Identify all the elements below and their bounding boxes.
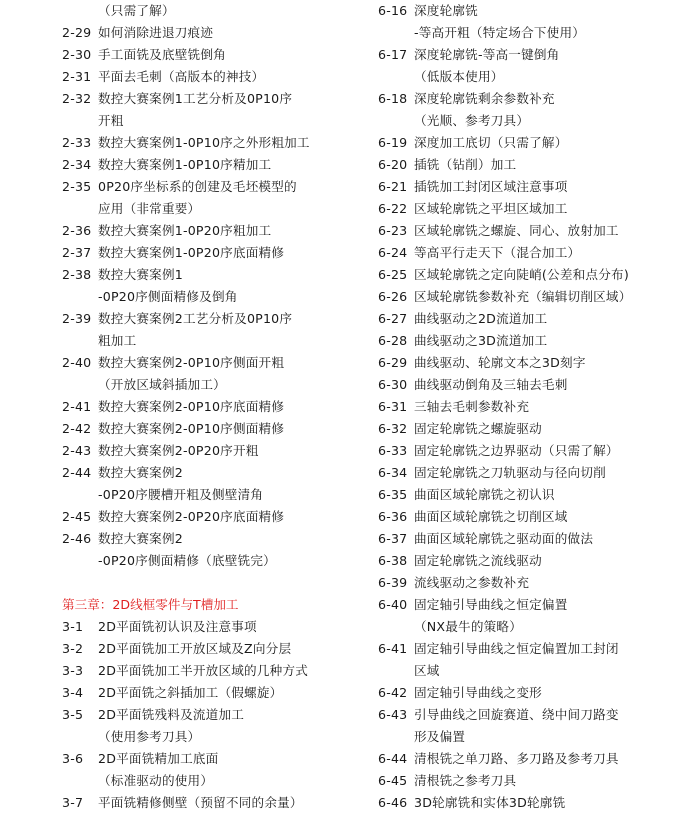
- entry-number: 2-45: [62, 509, 92, 524]
- entry-title-line: 固定轮廓铣之刀轨驱动与径向切削: [414, 465, 606, 480]
- right-column: [378, 0, 694, 814]
- toc-entry: [378, 550, 694, 572]
- entry-title-line: 引导曲线之回旋赛道、绕中间刀路变: [414, 707, 619, 722]
- entry-title: [414, 396, 694, 418]
- entry-title: [98, 792, 362, 814]
- entry-number: 6-30: [378, 377, 408, 392]
- entry-title-line: 数控大赛案例2-0P20序底面精修: [98, 509, 285, 524]
- entry-title-line: 开粗: [98, 113, 124, 128]
- toc-entry: [378, 440, 694, 462]
- entry-title-line: 固定轴引导曲线之恒定偏置加工封闭: [414, 641, 619, 656]
- entry-title-line: 曲线驱动之3D流道加工: [414, 333, 548, 348]
- entry-number: 6-28: [378, 333, 408, 348]
- entry-title-line: 数控大赛案例1: [98, 267, 183, 282]
- toc-entry: [378, 770, 694, 792]
- entry-title: [414, 242, 694, 264]
- entry-title: [98, 264, 362, 308]
- entry-title: [98, 638, 362, 660]
- entry-title-line: （低版本使用）: [414, 69, 504, 84]
- entry-number: 6-16: [378, 3, 408, 18]
- entry-number: 3-7: [62, 795, 84, 810]
- toc-entry: [62, 176, 362, 220]
- toc-entry: [378, 308, 694, 330]
- toc-entry: [62, 132, 362, 154]
- entry-title: [414, 506, 694, 528]
- entry-title-line: 粗加工: [98, 333, 137, 348]
- entry-number: 6-33: [378, 443, 408, 458]
- toc-entry: [378, 88, 694, 132]
- entry-title-line: （开放区域斜插加工）: [98, 377, 226, 392]
- entry-title-line: 3D轮廓铣和实体3D轮廓铣: [414, 795, 566, 810]
- entry-number: 2-30: [62, 47, 92, 62]
- toc-entry: [62, 506, 362, 528]
- entry-number: 6-40: [378, 597, 408, 612]
- entry-title-line: （使用参考刀具）: [98, 729, 201, 744]
- entry-title-line: 插铣（钻削）加工: [414, 157, 517, 172]
- entry-title-line: 2D平面铣残料及流道加工: [98, 707, 245, 722]
- toc-entry: [378, 330, 694, 352]
- entry-title-line: （光顺、参考刀具）: [414, 113, 530, 128]
- entry-number: 2-34: [62, 157, 92, 172]
- toc-entry: [62, 22, 362, 44]
- entry-number: 6-17: [378, 47, 408, 62]
- entry-title-line: 曲线驱动倒角及三轴去毛刺: [414, 377, 568, 392]
- entry-number: 6-31: [378, 399, 408, 414]
- toc-entry: [378, 374, 694, 396]
- entry-number: 6-27: [378, 311, 408, 326]
- toc-entry: [378, 462, 694, 484]
- entry-title-line: 三轴去毛刺参数补充: [414, 399, 530, 414]
- entry-title: [414, 528, 694, 550]
- entry-title-line: 区域轮廓铣参数补充（编辑切削区域）: [414, 289, 632, 304]
- entry-title: [98, 154, 362, 176]
- entry-title: [414, 594, 694, 638]
- toc-entry: [378, 154, 694, 176]
- entry-title: [414, 550, 694, 572]
- entry-title: [414, 462, 694, 484]
- entry-title-line: 2D平面铣精加工底面: [98, 751, 219, 766]
- entry-number: 6-35: [378, 487, 408, 502]
- entry-title-line: 区域轮廓铣之定向陡峭(公差和点分布): [414, 267, 629, 282]
- entry-title-line: 曲面区域轮廓铣之驱动面的做法: [414, 531, 594, 546]
- toc-entry: [62, 440, 362, 462]
- entry-title: [98, 704, 362, 748]
- toc-entry: [378, 704, 694, 748]
- toc-entry: [378, 572, 694, 594]
- toc-entry: [62, 660, 362, 682]
- entry-title: [414, 682, 694, 704]
- entry-title: [98, 66, 362, 88]
- entry-title: [98, 528, 362, 572]
- entry-title-line: 区域轮廓铣之平坦区域加工: [414, 201, 568, 216]
- entry-number: 2-38: [62, 267, 92, 282]
- entry-title-line: 清根铣之参考刀具: [414, 773, 517, 788]
- toc-entry: [62, 462, 362, 506]
- toc-entry: [62, 352, 362, 396]
- entry-title: [414, 440, 694, 462]
- entry-title-line: （NX最牛的策略）: [414, 619, 523, 634]
- entry-title: [414, 176, 694, 198]
- entry-number: 2-36: [62, 223, 92, 238]
- entry-number: 6-23: [378, 223, 408, 238]
- toc-entry: [62, 154, 362, 176]
- entry-title-line: 曲线驱动、轮廓文本之3D刻字: [414, 355, 586, 370]
- entry-title-line: 区域轮廓铣之螺旋、同心、放射加工: [414, 223, 619, 238]
- toc-entry: [378, 594, 694, 638]
- entry-title-line: 固定轴引导曲线之变形: [414, 685, 542, 700]
- entry-title: [414, 484, 694, 506]
- entry-title-line: 数控大赛案例1-0P10序精加工: [98, 157, 272, 172]
- entry-title: [414, 352, 694, 374]
- entry-number: 6-43: [378, 707, 408, 722]
- entry-number: 2-32: [62, 91, 92, 106]
- entry-title: [414, 308, 694, 330]
- entry-title: [98, 616, 362, 638]
- entry-title-line: 平面去毛刺（高版本的神技）: [98, 69, 265, 84]
- entry-number: 6-45: [378, 773, 408, 788]
- entry-title: [414, 0, 694, 44]
- entry-title-line: 平面铣精修侧壁（预留不同的余量）: [98, 795, 303, 810]
- toc-entry: [62, 220, 362, 242]
- entry-title: [414, 792, 694, 814]
- entry-number: 2-42: [62, 421, 92, 436]
- entry-title-line: 曲面区域轮廓铣之初认识: [414, 487, 555, 502]
- toc-entry: [378, 506, 694, 528]
- entry-number: 6-34: [378, 465, 408, 480]
- entry-number: 6-18: [378, 91, 408, 106]
- entry-number: 6-42: [378, 685, 408, 700]
- toc-entry: [378, 528, 694, 550]
- toc-entry: [378, 792, 694, 814]
- entry-title: [98, 308, 362, 352]
- entry-number: 6-41: [378, 641, 408, 656]
- toc-entry: [378, 198, 694, 220]
- toc-entry: [378, 132, 694, 154]
- entry-title-line: 流线驱动之参数补充: [414, 575, 530, 590]
- toc-entry: [378, 352, 694, 374]
- entry-title: [414, 154, 694, 176]
- entry-title: [98, 88, 362, 132]
- toc-entry: [62, 418, 362, 440]
- entry-number: 6-22: [378, 201, 408, 216]
- entry-number: 2-37: [62, 245, 92, 260]
- toc-entry: [62, 264, 362, 308]
- toc-entry: [378, 484, 694, 506]
- entry-title-line: 数控大赛案例2-0P10序底面精修: [98, 399, 285, 414]
- entry-number: 2-31: [62, 69, 92, 84]
- entry-title: [98, 22, 362, 44]
- entry-title-line: 如何消除进退刀痕迹: [98, 25, 214, 40]
- entry-title-line: 2D平面铣之斜插加工（假螺旋）: [98, 685, 283, 700]
- entry-number: 6-29: [378, 355, 408, 370]
- entry-title: [414, 770, 694, 792]
- toc-entry: [62, 66, 362, 88]
- entry-title-line: 手工面铣及底壁铣倒角: [98, 47, 226, 62]
- entry-number: 6-25: [378, 267, 408, 282]
- entry-title-line: 数控大赛案例2: [98, 531, 183, 546]
- entry-title-line: 数控大赛案例2工艺分析及0P10序: [98, 311, 293, 326]
- entry-number: 2-39: [62, 311, 92, 326]
- entry-title-line: 2D平面铣初认识及注意事项: [98, 619, 257, 634]
- entry-title: [98, 176, 362, 220]
- entry-number: [62, 0, 98, 22]
- entry-title-line: 2D平面铣加工半开放区域的几种方式: [98, 663, 309, 678]
- entry-number: 2-41: [62, 399, 92, 414]
- entry-number: 6-21: [378, 179, 408, 194]
- toc-entry: [378, 748, 694, 770]
- entry-title: [98, 748, 362, 792]
- toc-entry: [62, 528, 362, 572]
- entry-title-line: 固定轴引导曲线之恒定偏置: [414, 597, 568, 612]
- entry-title-line: 形及偏置: [414, 729, 466, 744]
- entry-title-line: -等高开粗（特定场合下使用）: [414, 25, 586, 40]
- entry-title-line: 数控大赛案例2: [98, 465, 183, 480]
- entry-title: [98, 682, 362, 704]
- entry-title: [98, 396, 362, 418]
- toc-entry: [378, 176, 694, 198]
- entry-title-line: （标准驱动的使用）: [98, 773, 214, 788]
- entry-title-line: 深度轮廓铣剩余参数补充: [414, 91, 555, 106]
- entry-number: 6-44: [378, 751, 408, 766]
- entry-number: 6-37: [378, 531, 408, 546]
- toc-entry: [378, 286, 694, 308]
- toc-entry: [378, 682, 694, 704]
- entry-title: [414, 264, 694, 286]
- entry-number: 2-35: [62, 179, 92, 194]
- entry-title: [414, 418, 694, 440]
- entry-title-line: -0P20序腰槽开粗及侧壁清角: [98, 487, 264, 502]
- toc-entry: [62, 792, 362, 814]
- entry-title: [98, 440, 362, 462]
- entry-title: [414, 748, 694, 770]
- entry-number: 2-40: [62, 355, 92, 370]
- entry-title: [414, 572, 694, 594]
- entry-title: [414, 638, 694, 682]
- entry-number: 6-26: [378, 289, 408, 304]
- toc-entry: [62, 748, 362, 792]
- toc-entry: [378, 220, 694, 242]
- entry-number: 2-44: [62, 465, 92, 480]
- entry-title-line: -0P20序侧面精修（底壁铣完）: [98, 553, 276, 568]
- entry-title-line: 应用（非常重要）: [98, 201, 201, 216]
- chapter-title: 第三章：2D线框零件与T槽加工: [62, 597, 239, 612]
- entry-title: [414, 88, 694, 132]
- entry-number: 6-39: [378, 575, 408, 590]
- toc-entry: [62, 88, 362, 132]
- entry-title-line: （只需了解）: [98, 3, 175, 18]
- toc-entry: [378, 264, 694, 286]
- toc-entry: [378, 0, 694, 44]
- toc-entry: [62, 638, 362, 660]
- entry-title: [98, 44, 362, 66]
- entry-number: 3-5: [62, 707, 84, 722]
- entry-number: 6-46: [378, 795, 408, 810]
- entry-number: 6-36: [378, 509, 408, 524]
- toc-entry: [378, 242, 694, 264]
- entry-title-line: 清根铣之单刀路、多刀路及参考刀具: [414, 751, 619, 766]
- entry-number: 6-20: [378, 157, 408, 172]
- entry-title: [98, 242, 362, 264]
- toc-entry: [378, 638, 694, 682]
- entry-title: [414, 374, 694, 396]
- entry-title-line: 插铣加工封闭区域注意事项: [414, 179, 568, 194]
- entry-title-line: 数控大赛案例2-0P20序开粗: [98, 443, 259, 458]
- entry-title: [98, 660, 362, 682]
- entry-number: 2-46: [62, 531, 92, 546]
- entry-title-line: 数控大赛案例2-0P10序侧面精修: [98, 421, 285, 436]
- entry-title: [414, 198, 694, 220]
- entry-title-line: 数控大赛案例1-0P20序粗加工: [98, 223, 272, 238]
- entry-number: 3-4: [62, 685, 84, 700]
- entry-title: [414, 220, 694, 242]
- entry-title: [98, 506, 362, 528]
- entry-number: 2-29: [62, 25, 92, 40]
- entry-title-line: 0P20序坐标系的创建及毛坯模型的: [98, 179, 297, 194]
- entry-title: [414, 704, 694, 748]
- section-gap: [62, 572, 362, 594]
- entry-title-line: 固定轮廓铣之螺旋驱动: [414, 421, 542, 436]
- entry-title-line: 曲面区域轮廓铣之切削区域: [414, 509, 568, 524]
- toc-entry: [62, 242, 362, 264]
- entry-number: 3-1: [62, 619, 84, 634]
- entry-title: [414, 330, 694, 352]
- entry-title-line: 固定轮廓铣之边界驱动（只需了解）: [414, 443, 619, 458]
- entry-number: 6-38: [378, 553, 408, 568]
- entry-title-line: 固定轮廓铣之流线驱动: [414, 553, 542, 568]
- toc-entry: [62, 616, 362, 638]
- entry-title: [414, 132, 694, 154]
- entry-title: [98, 418, 362, 440]
- toc-entry: [378, 396, 694, 418]
- entry-title-line: 数控大赛案例1工艺分析及0P10序: [98, 91, 293, 106]
- entry-title: [98, 132, 362, 154]
- entry-title-line: -0P20序侧面精修及倒角: [98, 289, 238, 304]
- toc-entry: [62, 0, 362, 22]
- entry-title-line: 深度轮廓铣-等高一键倒角: [414, 47, 560, 62]
- entry-title: [98, 0, 362, 22]
- entry-number: 6-19: [378, 135, 408, 150]
- toc-entry: [62, 308, 362, 352]
- toc-entry: [62, 682, 362, 704]
- entry-title-line: 等高平行走天下（混合加工）: [414, 245, 581, 260]
- entry-number: 3-6: [62, 751, 84, 766]
- entry-title-line: 深度加工底切（只需了解）: [414, 135, 568, 150]
- toc-entry: [378, 44, 694, 88]
- toc-entry: [62, 44, 362, 66]
- entry-title: [98, 462, 362, 506]
- entry-number: 3-3: [62, 663, 84, 678]
- toc-entry: [62, 396, 362, 418]
- entry-title: [98, 220, 362, 242]
- entry-title-line: 曲线驱动之2D流道加工: [414, 311, 548, 326]
- entry-number: 6-24: [378, 245, 408, 260]
- entry-number: 2-33: [62, 135, 92, 150]
- entry-title: [98, 352, 362, 396]
- left-column: [62, 0, 362, 814]
- entry-title: [414, 286, 694, 308]
- entry-title-line: 数控大赛案例1-0P20序底面精修: [98, 245, 285, 260]
- entry-number: 3-2: [62, 641, 84, 656]
- entry-title-line: 2D平面铣加工开放区域及Z向分层: [98, 641, 292, 656]
- entry-title-line: 数控大赛案例1-0P10序之外形粗加工: [98, 135, 310, 150]
- entry-number: 2-43: [62, 443, 92, 458]
- entry-number: 6-32: [378, 421, 408, 436]
- entry-title: [414, 44, 694, 88]
- entry-title-line: 深度轮廓铣: [414, 3, 478, 18]
- toc-entry: [378, 418, 694, 440]
- entry-title-line: 数控大赛案例2-0P10序侧面开粗: [98, 355, 285, 370]
- entry-title-line: 区域: [414, 663, 440, 678]
- toc-entry: [62, 704, 362, 748]
